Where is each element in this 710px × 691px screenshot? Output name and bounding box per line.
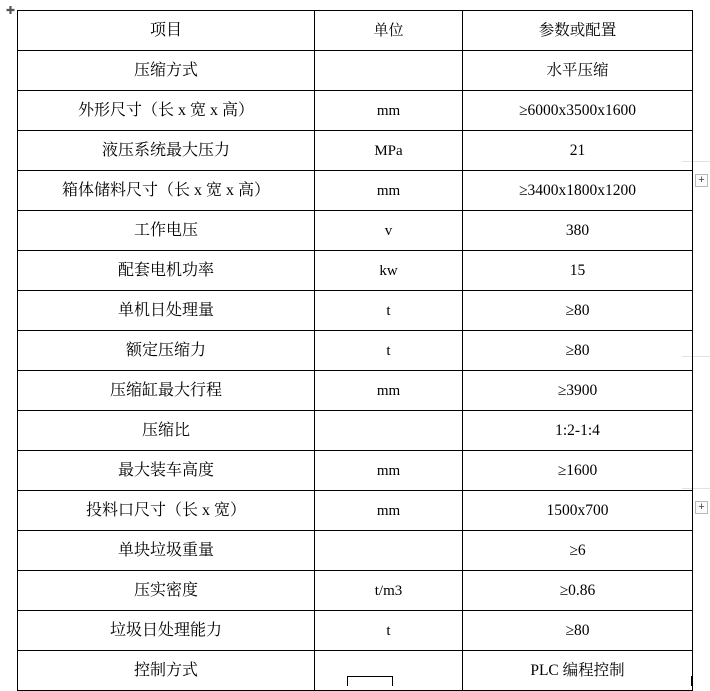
cell-unit: v	[315, 211, 463, 251]
insert-row-button[interactable]: +	[695, 174, 708, 187]
cell-value: 1:2-1:4	[463, 411, 693, 451]
cell-unit: mm	[315, 491, 463, 531]
table-row	[18, 371, 693, 411]
cell-item: 箱体储料尺寸（长 x 宽 x 高）	[18, 171, 315, 211]
cell-value: ≥6	[463, 531, 693, 571]
cell-unit: MPa	[315, 131, 463, 171]
cell-value: ≥1600	[463, 451, 693, 491]
cell-item: 工作电压	[18, 211, 315, 251]
cell-value: ≥0.86	[463, 571, 693, 611]
cell-unit: t	[315, 331, 463, 371]
cell-item: 配套电机功率	[18, 251, 315, 291]
cell-item: 控制方式	[18, 651, 315, 691]
cell-unit: mm	[315, 91, 463, 131]
cell-item: 投料口尺寸（长 x 宽）	[18, 491, 315, 531]
cell-item: 压实密度	[18, 571, 315, 611]
cell-item: 单机日处理量	[18, 291, 315, 331]
cell-unit: t	[315, 611, 463, 651]
cell-item: 垃圾日处理能力	[18, 611, 315, 651]
cell-unit: mm	[315, 371, 463, 411]
column-header-unit: 单位	[315, 11, 463, 51]
cell-value: 15	[463, 251, 693, 291]
partial-row-border	[347, 676, 392, 677]
cell-unit	[315, 531, 463, 571]
partial-row-border	[17, 676, 18, 686]
cell-unit	[315, 411, 463, 451]
cell-item: 单块垃圾重量	[18, 531, 315, 571]
cell-unit	[315, 51, 463, 91]
table-row	[18, 91, 693, 131]
cell-value: 380	[463, 211, 693, 251]
cell-item: 液压系统最大压力	[18, 131, 315, 171]
cell-value: ≥6000x3500x1600	[463, 91, 693, 131]
cell-value: ≥80	[463, 611, 693, 651]
column-header-value: 参数或配置	[463, 11, 693, 51]
table-row	[18, 491, 693, 531]
table-row	[18, 131, 693, 171]
table-row	[18, 571, 693, 611]
cell-value: PLC 编程控制	[463, 651, 693, 691]
table-row	[18, 171, 693, 211]
cell-item: 压缩比	[18, 411, 315, 451]
table-row	[18, 251, 693, 291]
table-next-row-partial	[17, 676, 692, 686]
table-row	[18, 211, 693, 251]
cell-item: 压缩方式	[18, 51, 315, 91]
cell-unit: t	[315, 291, 463, 331]
cell-value: ≥3400x1800x1200	[463, 171, 693, 211]
cell-value: 1500x700	[463, 491, 693, 531]
cell-item: 最大装车高度	[18, 451, 315, 491]
table-body	[18, 51, 693, 691]
cell-value: 水平压缩	[463, 51, 693, 91]
specification-table	[17, 10, 693, 691]
partial-row-border	[392, 676, 393, 686]
cell-value: ≥80	[463, 331, 693, 371]
cell-value: ≥3900	[463, 371, 693, 411]
partial-row-border	[347, 676, 348, 686]
cell-unit: t/m3	[315, 571, 463, 611]
cell-value: ≥80	[463, 291, 693, 331]
table-row	[18, 331, 693, 371]
partial-row-border	[691, 676, 692, 686]
table-row	[18, 451, 693, 491]
table-row	[18, 291, 693, 331]
cell-unit: kw	[315, 251, 463, 291]
cell-unit: mm	[315, 451, 463, 491]
cell-item: 压缩缸最大行程	[18, 371, 315, 411]
cell-value: 21	[463, 131, 693, 171]
table-row	[18, 611, 693, 651]
table-row	[18, 411, 693, 451]
table-row	[18, 531, 693, 571]
table-row	[18, 51, 693, 91]
table-header-row	[18, 11, 693, 51]
cell-item: 外形尺寸（长 x 宽 x 高）	[18, 91, 315, 131]
column-header-item: 项目	[18, 11, 315, 51]
insert-row-button[interactable]: +	[695, 501, 708, 514]
move-cross-icon[interactable]: ✚	[5, 5, 16, 17]
cell-unit: mm	[315, 171, 463, 211]
cell-item: 额定压缩力	[18, 331, 315, 371]
